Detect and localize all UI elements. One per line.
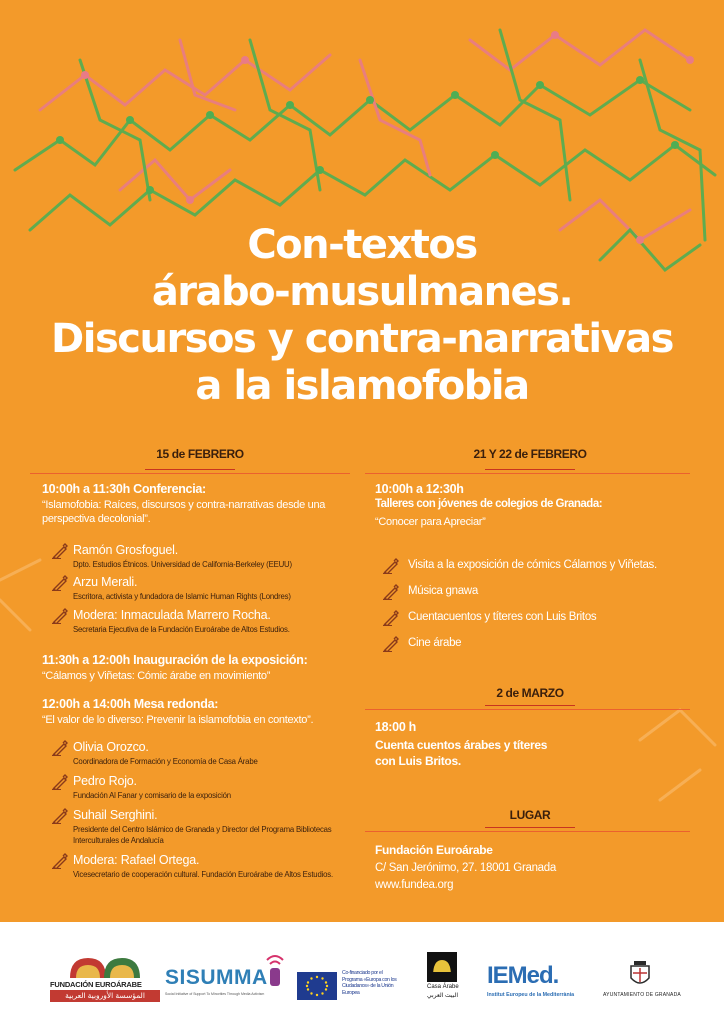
title-line-2: árabo-musulmanes. [151, 269, 573, 315]
workshop-quote: “Conocer para Apreciar” [375, 516, 486, 528]
poster-title [0, 222, 724, 410]
pen-icon [383, 584, 399, 600]
iemed-subtitle: Institut Europeu de la Mediterrània [487, 992, 575, 998]
hand-icon [263, 954, 287, 990]
round-table-time: 12:00h a 14:00h Mesa redonda: [42, 697, 219, 711]
speaker-name: Olivia Orozco. [73, 740, 149, 754]
pen-icon [52, 808, 68, 824]
date-15-febrero: 15 de FEBRERO [156, 447, 244, 461]
speaker-role: Vicesecretario de cooperación cultural. Fundación Euroárabe de Altos Estudios. [73, 870, 333, 879]
speaker-name: Arzu Merali. [73, 575, 138, 589]
event2-line1: Cuenta cuentos árabes y títeres [375, 738, 548, 752]
speaker-name: Ramón Grosfoguel. [73, 543, 178, 557]
speaker-role: Secretaria Ejecutiva de la Fundación Euroárabe de Altos Estudios. [73, 625, 290, 634]
pen-icon [383, 558, 399, 574]
pen-icon [52, 608, 68, 624]
workshop-subtitle: Talleres con jóvenes de colegios de Granada: [375, 498, 603, 510]
casa-arabe-name: Casa Árabe [427, 984, 459, 990]
inauguration-title: “Cálamos y Viñetas: Cómic árabe en movimiento” [42, 670, 271, 682]
divider [365, 709, 690, 710]
iemed-logo [487, 962, 597, 1002]
date-21-22-febrero: 21 Y 22 de FEBRERO [473, 447, 587, 461]
speaker-name: Modera: Rafael Ortega. [73, 853, 200, 867]
speaker-role: Dpto. Estudios Étnicos. Universidad de California-Berkeley (EEUU) [73, 560, 292, 569]
title-line-4: a la islamofobia [195, 363, 529, 409]
speaker-role: Presidente del Centro Islámico de Granada y Director del Programa Bibliotecas Interculturales de Andalucía [73, 825, 332, 845]
workshop-time: 10:00h a 12:30h [375, 482, 464, 496]
divider [365, 473, 690, 474]
fundacion-euroarabe-logo [50, 956, 160, 1006]
event2-time: 18:00 h [375, 720, 416, 734]
speaker-name: Suhail Serghini. [73, 808, 158, 822]
eu-flag-icon [297, 972, 337, 1000]
arch-icon [50, 956, 160, 978]
divider [30, 473, 350, 474]
conference-title: “Islamofobia: Raíces, discursos y contra-narrativas desde una perspectiva decolonial”. [42, 499, 326, 525]
coat-of-arms-icon [629, 960, 651, 988]
place-website[interactable]: www.fundea.org [375, 879, 454, 891]
place-heading: LUGAR [509, 808, 551, 822]
date-2-marzo: 2 de MARZO [496, 686, 564, 700]
conference-time: 10:00h a 11:30h Conferencia: [42, 482, 206, 496]
speaker-name: Modera: Inmaculada Marrero Rocha. [73, 608, 271, 622]
place-name: Fundación Euroárabe [375, 843, 493, 857]
eu-text: Co-financiado por el Programa «Europa con los Ciudadanos» de la Unión Europea [342, 970, 397, 996]
round-table-title: “El valor de lo diverso: Prevenir la islamofobia en contexto”. [42, 714, 314, 726]
pen-icon [52, 774, 68, 790]
date-underline [485, 469, 575, 470]
sisumma-logo [165, 954, 285, 1004]
fundacion-name: FUNDACIÓN EUROÁRABE [50, 980, 142, 989]
pen-icon [383, 610, 399, 626]
pen-icon [52, 740, 68, 756]
speaker-role: Fundación Al Fanar y comisario de la exposición [73, 791, 231, 800]
sponsor-footer [0, 922, 724, 1024]
title-line-3: Discursos y contra-narrativas [51, 316, 673, 362]
activity-label: Visita a la exposición de cómics Cálamos y Viñetas. [408, 559, 657, 571]
casa-arabe-logo [427, 952, 467, 1012]
pen-icon [383, 636, 399, 652]
eu-logo [297, 970, 407, 1010]
activity-label: Cuentacuentos y títeres con Luis Britos [408, 611, 597, 623]
pen-icon [52, 543, 68, 559]
activity-label: Cine árabe [408, 637, 462, 649]
speaker-role: Coordinadora de Formación y Economía de Casa Árabe [73, 757, 258, 766]
speaker-role: Escritora, activista y fundadora de Islamic Human Rights (Londres) [73, 592, 291, 601]
casa-arabe-arabic: البيت العربي [427, 993, 459, 999]
fundacion-arabic: المؤسسة الأوروبية العربية [50, 990, 160, 1002]
pen-icon [52, 575, 68, 591]
place-underline [485, 827, 575, 828]
speaker-name: Pedro Rojo. [73, 774, 137, 788]
title-line-1: Con-textos [247, 222, 477, 268]
ayuntamiento-name: AYUNTAMIENTO DE GRANADA [603, 992, 681, 998]
inauguration-time: 11:30h a 12:00h Inauguración de la exposición: [42, 653, 308, 667]
activity-label: Música gnawa [408, 585, 478, 597]
casa-arabe-icon [427, 952, 457, 982]
date-underline [145, 469, 235, 470]
pen-icon [52, 853, 68, 869]
ayuntamiento-logo [603, 960, 683, 1010]
divider [365, 831, 690, 832]
place-address: C/ San Jerónimo, 27. 18001 Granada [375, 862, 556, 874]
sisumma-subtitle: Social Initiative of Support To Minorities Through Media Activism [165, 992, 265, 996]
date-underline [485, 705, 575, 706]
event2-line2: con Luis Britos. [375, 754, 461, 768]
sisumma-name: SISUMMA [165, 966, 268, 989]
iemed-name: IEMed. [487, 962, 559, 989]
